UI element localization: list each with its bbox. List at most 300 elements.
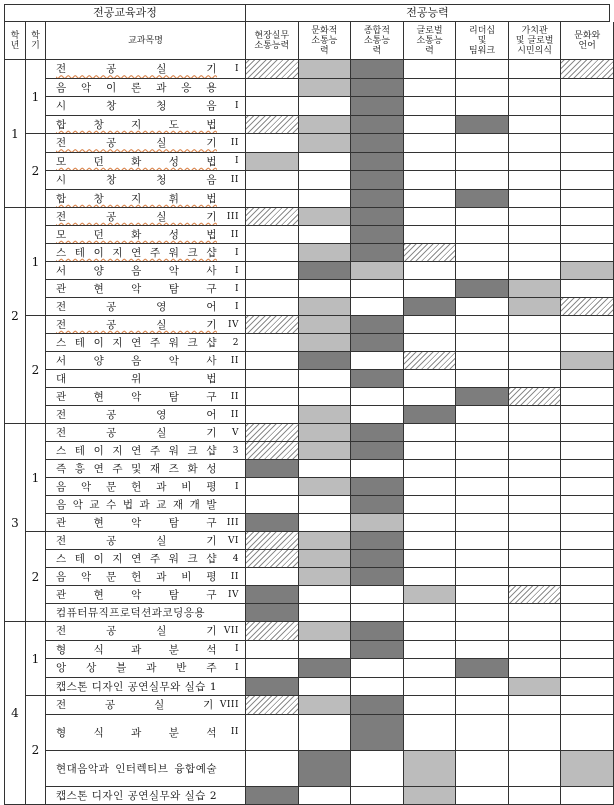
competency-cell-dark — [351, 116, 404, 135]
competency-col-2: 종합적 소통능 력 — [351, 22, 404, 60]
competency-cell-dark — [351, 244, 404, 262]
semester-label: 1 — [26, 622, 46, 696]
competency-cell-empty — [561, 442, 614, 460]
competency-cell-dark — [246, 514, 299, 532]
competency-cell-empty — [509, 424, 562, 442]
course-level: I — [223, 482, 239, 492]
competency-cell-empty — [509, 134, 562, 153]
competency-cell-empty — [561, 424, 614, 442]
competency-cell-empty — [246, 568, 299, 586]
course-row — [46, 568, 246, 586]
competency-cell-empty — [561, 478, 614, 496]
course-level: 4 — [223, 554, 239, 564]
course-level: I — [223, 266, 239, 276]
competency-cell-empty — [456, 532, 509, 550]
competency-col-5: 가치관 및 글로벌 시민의식 — [509, 22, 562, 60]
course-name: 합 창 지 도 법 — [56, 117, 217, 132]
course-row — [46, 478, 246, 496]
competency-cell-empty — [509, 568, 562, 586]
competency-cell-empty — [351, 388, 404, 406]
competency-cell-empty — [561, 388, 614, 406]
competency-cell-empty — [299, 604, 352, 622]
course-name: 음 악 교 수 법 과 교 재 개 발 — [56, 497, 217, 512]
competency-cell-empty — [351, 751, 404, 787]
competency-cell-dark — [456, 116, 509, 135]
competency-cell-light — [509, 298, 562, 316]
competency-cell-empty — [509, 352, 562, 370]
competency-cell-empty — [561, 550, 614, 568]
competency-cell-empty — [404, 460, 457, 478]
competency-cell-dark — [351, 208, 404, 226]
course-name: 모 던 화 성 법 — [56, 227, 217, 242]
competency-cell-empty — [404, 478, 457, 496]
competency-cell-empty — [299, 514, 352, 532]
competency-cell-dark — [299, 262, 352, 280]
semester-label: 2 — [26, 532, 46, 622]
competency-cell-hatch — [404, 352, 457, 370]
competency-cell-empty — [456, 334, 509, 352]
competency-cell-light — [299, 532, 352, 550]
competency-cell-hatch — [246, 60, 299, 79]
competency-cell-empty — [456, 370, 509, 388]
competency-cell-empty — [351, 406, 404, 424]
course-row — [46, 171, 246, 190]
competency-cell-empty — [404, 568, 457, 586]
competency-cell-empty — [561, 280, 614, 298]
competency-cell-empty — [299, 97, 352, 116]
competency-cell-empty — [509, 641, 562, 660]
competency-cell-empty — [246, 226, 299, 244]
course-level: V — [223, 428, 239, 438]
competency-cell-empty — [246, 496, 299, 514]
course-name: 전 공 영 어 — [56, 299, 217, 314]
competency-cell-empty — [561, 226, 614, 244]
course-level: VIII — [220, 700, 239, 710]
competency-cell-light — [404, 586, 457, 604]
course-row — [46, 208, 246, 226]
course-name: 음 악 문 헌 과 비 평 — [56, 569, 217, 584]
course-name: 컴퓨터뮤직프로덕션과코딩응용 — [56, 605, 217, 620]
course-row — [46, 79, 246, 98]
competency-cell-empty — [351, 460, 404, 478]
competency-cell-light — [299, 298, 352, 316]
competency-cell-dark — [351, 622, 404, 641]
competency-cell-empty — [246, 370, 299, 388]
course-level: II — [223, 230, 239, 240]
course-level: I — [223, 64, 239, 74]
competency-cell-empty — [299, 460, 352, 478]
competency-cell-empty — [509, 696, 562, 715]
competency-cell-dark — [404, 406, 457, 424]
competency-cell-empty — [561, 604, 614, 622]
course-row — [46, 442, 246, 460]
competency-cell-empty — [404, 171, 457, 190]
competency-cell-dark — [351, 97, 404, 116]
competency-cell-empty — [456, 787, 509, 805]
competency-cell-hatch — [561, 60, 614, 79]
course-level: II — [223, 410, 239, 420]
competency-cell-empty — [456, 97, 509, 116]
course-name: 모 던 화 성 법 — [56, 154, 217, 169]
course-row — [46, 751, 246, 787]
competency-cell-light — [299, 334, 352, 352]
course-row — [46, 678, 246, 697]
competency-cell-empty — [509, 787, 562, 805]
competency-cell-empty — [561, 244, 614, 262]
competency-cell-empty — [561, 696, 614, 715]
course-name: 관 현 악 탐 구 — [56, 515, 217, 530]
competency-cell-dark — [456, 659, 509, 678]
competency-cell-empty — [561, 208, 614, 226]
competency-cell-empty — [561, 496, 614, 514]
competency-cell-empty — [299, 280, 352, 298]
course-row — [46, 352, 246, 370]
competency-cell-empty — [509, 442, 562, 460]
competency-cell-empty — [404, 97, 457, 116]
competency-cell-empty — [246, 641, 299, 660]
course-row — [46, 532, 246, 550]
competency-cell-empty — [561, 79, 614, 98]
course-row — [46, 622, 246, 641]
competency-cell-empty — [561, 641, 614, 660]
competency-cell-empty — [561, 370, 614, 388]
competency-cell-dark — [351, 171, 404, 190]
competency-cell-dark — [351, 550, 404, 568]
competency-cell-empty — [351, 298, 404, 316]
course-level: IV — [223, 320, 239, 330]
course-name: 합 창 지 휘 법 — [56, 191, 217, 206]
course-row — [46, 97, 246, 116]
competency-cell-empty — [561, 678, 614, 697]
competency-cell-empty — [246, 97, 299, 116]
competency-cell-empty — [456, 316, 509, 334]
competency-cell-empty — [509, 262, 562, 280]
competency-cell-empty — [456, 226, 509, 244]
competency-cell-empty — [351, 678, 404, 697]
competency-cell-empty — [509, 478, 562, 496]
competency-col-4: 리더십 및 팀워크 — [456, 22, 509, 60]
competency-cell-empty — [246, 751, 299, 787]
competency-col-3: 글로벌 소통능 력 — [404, 22, 457, 60]
semester-label: 2 — [26, 134, 46, 208]
competency-cell-empty — [561, 460, 614, 478]
competency-cell-dark — [299, 751, 352, 787]
course-name: 전 공 실 기 — [56, 425, 217, 440]
competency-cell-empty — [456, 550, 509, 568]
competency-cell-hatch — [561, 298, 614, 316]
competency-cell-empty — [509, 171, 562, 190]
course-name: 전 공 실 기 — [56, 61, 217, 76]
competency-cell-empty — [404, 678, 457, 697]
competency-cell-light — [351, 514, 404, 532]
competency-cell-empty — [561, 316, 614, 334]
competency-cell-light — [246, 153, 299, 172]
competency-cell-empty — [509, 97, 562, 116]
course-level: II — [223, 727, 239, 737]
competency-cell-empty — [351, 352, 404, 370]
competency-cell-empty — [456, 715, 509, 751]
competency-cell-light — [299, 79, 352, 98]
course-row — [46, 586, 246, 604]
competency-cell-empty — [246, 298, 299, 316]
competency-cell-light — [299, 550, 352, 568]
semester-label: 2 — [26, 316, 46, 424]
competency-cell-empty — [509, 79, 562, 98]
course-row — [46, 696, 246, 715]
competency-cell-empty — [561, 406, 614, 424]
competency-cell-empty — [246, 280, 299, 298]
course-header: 교과목명 — [46, 22, 246, 60]
competency-cell-empty — [456, 604, 509, 622]
course-name: 시 창 청 음 — [56, 172, 217, 187]
course-name: 형 식 과 분 석 — [56, 725, 217, 740]
semester-label: 1 — [26, 424, 46, 532]
course-name: 전 공 실 기 — [56, 533, 217, 548]
competency-cell-hatch — [404, 244, 457, 262]
competency-cell-empty — [456, 514, 509, 532]
competency-cell-empty — [299, 226, 352, 244]
competency-cell-empty — [456, 298, 509, 316]
competency-cell-empty — [509, 532, 562, 550]
competency-cell-empty — [404, 550, 457, 568]
competency-cell-hatch — [246, 550, 299, 568]
course-row — [46, 496, 246, 514]
competency-cell-dark — [299, 659, 352, 678]
course-name: 음 악 문 헌 과 비 평 — [56, 479, 217, 494]
course-name: 관 현 악 탐 구 — [56, 587, 217, 602]
competency-cell-empty — [509, 244, 562, 262]
course-row — [46, 604, 246, 622]
competency-cell-dark — [299, 352, 352, 370]
competency-cell-empty — [404, 334, 457, 352]
competency-cell-dark — [351, 496, 404, 514]
course-level: 2 — [223, 338, 239, 348]
competency-cell-empty — [456, 171, 509, 190]
competency-cell-empty — [509, 622, 562, 641]
course-name: 전 공 실 기 — [56, 623, 217, 638]
competency-cell-light — [299, 134, 352, 153]
course-name: 대 위 법 — [56, 371, 217, 386]
competency-cell-empty — [246, 262, 299, 280]
competency-cell-empty — [561, 334, 614, 352]
competency-cell-empty — [456, 568, 509, 586]
competency-cell-empty — [456, 244, 509, 262]
competency-cell-empty — [404, 226, 457, 244]
competency-cell-dark — [404, 298, 457, 316]
course-name: 캡스톤 디자인 공연실무와 실습 2 — [56, 788, 217, 803]
year-label: 3 — [4, 424, 26, 622]
competency-cell-dark — [246, 604, 299, 622]
competency-cell-empty — [404, 316, 457, 334]
course-row — [46, 244, 246, 262]
competency-cell-empty — [509, 406, 562, 424]
competency-cell-empty — [456, 79, 509, 98]
competency-cell-empty — [404, 116, 457, 135]
competency-cell-empty — [456, 406, 509, 424]
competency-cell-light — [299, 406, 352, 424]
competency-cell-hatch — [246, 208, 299, 226]
competency-cell-empty — [404, 370, 457, 388]
course-level: 3 — [223, 446, 239, 456]
competency-cell-empty — [404, 388, 457, 406]
competency-cell-empty — [509, 316, 562, 334]
competency-cell-empty — [404, 208, 457, 226]
competency-cell-empty — [509, 370, 562, 388]
competency-cell-empty — [456, 134, 509, 153]
competency-cell-empty — [246, 406, 299, 424]
course-level: IV — [223, 590, 239, 600]
competency-cell-empty — [561, 532, 614, 550]
year-header: 학 년 — [4, 22, 26, 60]
course-level: I — [223, 101, 239, 111]
competency-cell-empty — [299, 678, 352, 697]
competency-col-1: 문화적 소통능 력 — [299, 22, 352, 60]
course-row — [46, 406, 246, 424]
competency-cell-empty — [456, 153, 509, 172]
competency-cell-dark — [351, 316, 404, 334]
competency-cell-light — [299, 316, 352, 334]
competency-cell-empty — [404, 280, 457, 298]
competency-cell-empty — [246, 388, 299, 406]
course-name: 전 공 실 기 — [56, 209, 217, 224]
course-row — [46, 298, 246, 316]
competency-cell-empty — [456, 208, 509, 226]
competency-cell-dark — [456, 388, 509, 406]
competency-cell-dark — [351, 696, 404, 715]
competency-cell-empty — [561, 659, 614, 678]
competency-cell-empty — [509, 460, 562, 478]
competency-cell-light — [299, 478, 352, 496]
course-name: 즉 흥 연 주 및 재 즈 화 성 — [56, 461, 217, 476]
competency-cell-empty — [404, 190, 457, 209]
competency-cell-light — [299, 424, 352, 442]
competency-col-6: 문화와 언어 — [561, 22, 614, 60]
course-level: I — [223, 156, 239, 166]
competency-cell-empty — [456, 60, 509, 79]
course-row — [46, 190, 246, 209]
competency-cell-empty — [246, 244, 299, 262]
competency-cell-empty — [456, 460, 509, 478]
competency-cell-dark — [351, 226, 404, 244]
competency-cell-light — [404, 751, 457, 787]
course-level: VII — [223, 626, 239, 636]
competency-cell-empty — [246, 715, 299, 751]
course-name: 전 공 실 기 — [56, 135, 217, 150]
competency-col-0: 현장실무 소통능력 — [246, 22, 299, 60]
competency-cell-dark — [351, 568, 404, 586]
competency-cell-dark — [351, 153, 404, 172]
competency-cell-empty — [299, 190, 352, 209]
semester-header: 학 기 — [26, 22, 46, 60]
course-row — [46, 514, 246, 532]
competency-cell-empty — [404, 641, 457, 660]
course-row — [46, 388, 246, 406]
competency-cell-dark — [351, 715, 404, 751]
competency-cell-empty — [509, 190, 562, 209]
course-name: 관 현 악 탐 구 — [56, 281, 217, 296]
competency-cell-dark — [456, 190, 509, 209]
competency-cell-empty — [509, 226, 562, 244]
course-level: I — [223, 248, 239, 258]
competency-cell-hatch — [246, 116, 299, 135]
competency-cell-empty — [456, 586, 509, 604]
competency-cell-dark — [351, 478, 404, 496]
competency-cell-empty — [404, 79, 457, 98]
course-name: 앙 상 블 과 반 주 — [56, 660, 217, 675]
competency-cell-empty — [299, 153, 352, 172]
course-name: 시 창 청 음 — [56, 98, 217, 113]
course-row — [46, 641, 246, 660]
competency-cell-empty — [246, 478, 299, 496]
competency-cell-empty — [456, 424, 509, 442]
competency-cell-dark — [351, 641, 404, 660]
competency-cell-empty — [299, 715, 352, 751]
competency-cell-empty — [561, 622, 614, 641]
course-row — [46, 550, 246, 568]
competency-cell-empty — [404, 153, 457, 172]
competency-cell-empty — [246, 79, 299, 98]
competency-cell-empty — [246, 659, 299, 678]
course-row — [46, 659, 246, 678]
course-level: I — [223, 302, 239, 312]
competency-cell-empty — [561, 514, 614, 532]
competency-cell-hatch — [509, 586, 562, 604]
course-row — [46, 262, 246, 280]
competency-cell-empty — [404, 696, 457, 715]
competency-cell-empty — [561, 153, 614, 172]
competency-cell-empty — [246, 134, 299, 153]
competency-cell-empty — [299, 787, 352, 805]
competency-cell-empty — [456, 352, 509, 370]
competency-cell-empty — [299, 370, 352, 388]
competency-cell-empty — [299, 586, 352, 604]
competency-cell-light — [299, 442, 352, 460]
course-level: II — [223, 356, 239, 366]
competency-cell-light — [299, 622, 352, 641]
course-level: II — [223, 572, 239, 582]
competency-cell-empty — [299, 641, 352, 660]
competency-cell-empty — [404, 514, 457, 532]
competency-cell-light — [299, 696, 352, 715]
course-name: 스 테 이 지 연 주 워 크 샵 — [56, 443, 217, 458]
course-name: 스 테 이 지 연 주 워 크 샵 — [56, 335, 217, 350]
competency-cell-empty — [246, 334, 299, 352]
course-row — [46, 226, 246, 244]
competency-cell-dark — [351, 334, 404, 352]
competency-cell-empty — [351, 659, 404, 678]
course-name: 스 테 이 지 연 주 워 크 샵 — [56, 551, 217, 566]
competency-cell-light — [299, 568, 352, 586]
competency-cell-dark — [456, 280, 509, 298]
competency-cell-empty — [299, 171, 352, 190]
competency-cell-light — [561, 751, 614, 787]
competency-cell-empty — [456, 496, 509, 514]
course-level: I — [223, 663, 239, 673]
competency-cell-hatch — [246, 316, 299, 334]
course-level: I — [223, 284, 239, 294]
competency-cell-empty — [404, 496, 457, 514]
competency-cell-dark — [351, 442, 404, 460]
course-row — [46, 334, 246, 352]
competency-cell-empty — [351, 586, 404, 604]
year-label: 4 — [4, 622, 26, 805]
course-name: 스 테 이 지 연 주 워 크 샵 — [56, 245, 217, 260]
competency-cell-dark — [351, 424, 404, 442]
competency-cell-empty — [561, 97, 614, 116]
course-level: II — [223, 138, 239, 148]
course-row — [46, 153, 246, 172]
competency-cell-hatch — [509, 388, 562, 406]
